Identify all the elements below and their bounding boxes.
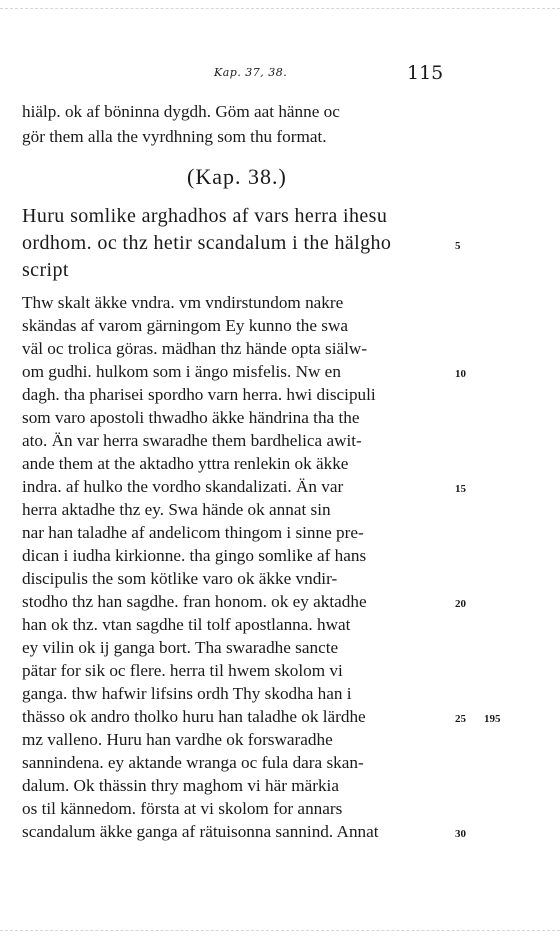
text-line: väl oc trolica göras. mädhan thz hände opta siälw- <box>22 339 368 358</box>
text-line: dican i iudha kirkionne. tha gingo somlike af hans <box>22 546 367 565</box>
text-line: som varo apostoli thwadho äkke händrina tha the <box>22 408 360 427</box>
text-line: gör them alla the vyrdhning som thu format. <box>22 127 327 146</box>
text-line: thässo ok andro tholko huru han taladhe ok lärdhe <box>22 707 366 726</box>
text-line: scandalum äkke ganga af rätuisonna sannind. Annat <box>22 822 379 841</box>
chapter-title-line: ordhom. oc thz hetir scandalum i the hälgho <box>22 232 392 254</box>
text-line: skändas af varom gärningom Ey kunno the swa <box>22 316 349 335</box>
text-line: dalum. Ok thässin thry maghom vi här märkia <box>22 776 339 795</box>
text-line: Thw skalt äkke vndra. vm vndirstundom nakre <box>22 293 344 312</box>
margin-page-number: 195 <box>484 713 501 725</box>
text-line: discipulis the som kötlike varo ok äkke vndir- <box>22 569 338 588</box>
text-line: han ok thz. vtan sagdhe til tolf apostlanna. hwat <box>22 615 351 634</box>
line-number: 30 <box>455 828 466 840</box>
text-line: om gudhi. hulkom som i ängo misfelis. Nw en <box>22 362 341 381</box>
chapter-heading: (Kap. 38.) <box>187 164 287 189</box>
line-number: 15 <box>455 483 466 495</box>
text-line: ey vilin ok ij ganga bort. Tha swaradhe sancte <box>22 638 339 657</box>
text-line: ande them at the aktadho yttra renlekin ok äkke <box>22 454 349 473</box>
line-number: 5 <box>455 240 461 252</box>
text-line: ato. Än var herra swaradhe them bardhelica awit- <box>22 431 362 450</box>
text-line: os til kännedom. första at vi skolom for annars <box>22 799 343 818</box>
running-head: Kap. 37, 38. <box>214 66 288 79</box>
page-number: 115 <box>407 62 444 84</box>
text-line: pätar for sik oc flere. herra til hwem skolom vi <box>22 661 343 680</box>
scan-bottom-edge <box>0 930 560 931</box>
text-line: sannindena. ey aktande wranga oc fula dara skan- <box>22 753 364 772</box>
line-number: 25 <box>455 713 466 725</box>
text-line: stodho thz han sagdhe. fran honom. ok ey aktadhe <box>22 592 367 611</box>
chapter-title-line: script <box>22 259 69 281</box>
text-line: mz valleno. Huru han vardhe ok forswaradhe <box>22 730 333 749</box>
line-number: 20 <box>455 598 466 610</box>
chapter-title-line: Huru somlike arghadhos af vars herra ihesu <box>22 205 388 227</box>
text-line: herra aktadhe thz ey. Swa hände ok annat sin <box>22 500 331 519</box>
text-line: hiälp. ok af böninna dygdh. Göm aat hänne oc <box>22 102 340 121</box>
text-line: dagh. tha pharisei spordho varn herra. hwi discipuli <box>22 385 376 404</box>
line-number: 10 <box>455 368 466 380</box>
text-line: nar han taladhe af andelicom thingom i sinne pre- <box>22 523 364 542</box>
scan-top-edge <box>0 8 560 9</box>
text-line: ganga. thw hafwir lifsins ordh Thy skodha han i <box>22 684 352 703</box>
text-line: indra. af hulko the vordho skandalizati. Än var <box>22 477 344 496</box>
